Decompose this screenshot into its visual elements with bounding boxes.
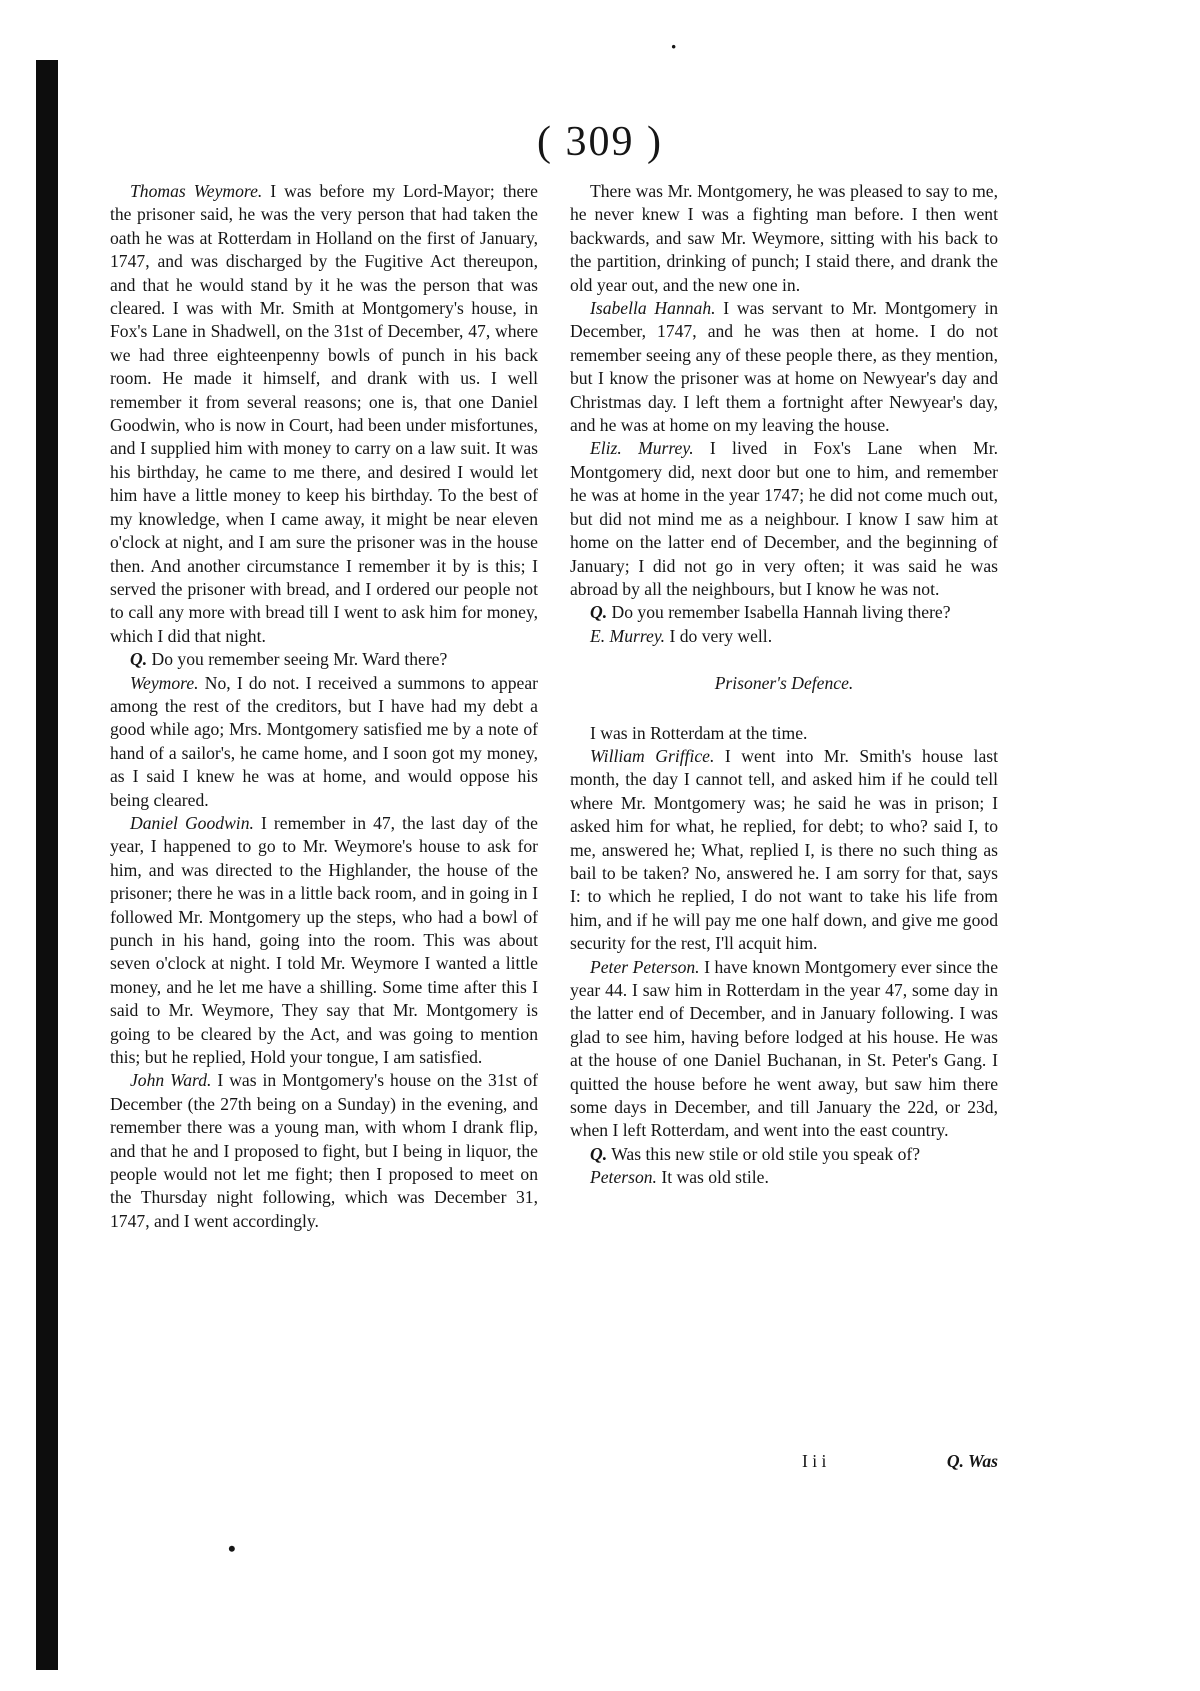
paragraph (110, 812, 538, 1069)
paragraph-text: Do you remember seeing Mr. Ward there? (147, 649, 448, 670)
paragraph-text: I was servant to Mr. Montgomery in December, 1747, and he was then at home. I do not remember seeing any of these people there, as they mention, but I know the prisoner was at home on Newyear's day and Christmas day. I left them a fortnight after Newyear's day, and he was at home on my leaving the house. (570, 298, 999, 436)
paragraph (570, 745, 998, 956)
paragraph (110, 648, 538, 671)
speaker-name: Daniel Goodwin. (130, 812, 254, 833)
speaker-name: E. Murrey. (590, 625, 666, 646)
defence-block (570, 722, 998, 1190)
paragraph (110, 672, 538, 812)
top-mark: · (670, 34, 678, 59)
page-footer (570, 1451, 998, 1477)
paragraph-text: It was old stile. (656, 1167, 769, 1188)
paragraph (570, 956, 998, 1143)
paragraph (570, 625, 998, 648)
left-column (110, 180, 538, 1233)
signature-mark: I i i (802, 1451, 827, 1471)
speaker-name: Weymore. (130, 672, 199, 693)
paragraph-text: I remember in 47, the last day of the year, I happened to go to Mr. Weymore's house to ask for him, and was directed to the Highlander, the house of the prisoner; there he was in a little back room, and in going in I followed Mr. Montgomery up the steps, who had a bowl of punch in his hand, going into the room. This was about seven o'clock at night. I told Mr. Weymore I wanted a little money, and he let me have a shilling. Some time after this I said to Mr. Weymore, They say that Mr. Montgomery is going to be cleared by the Act, and was going to mention this; but he replied, Hold your tongue, I am satisfied. (110, 812, 538, 1068)
paragraph (110, 180, 538, 648)
speaker-name: Isabella Hannah. (590, 298, 716, 319)
paragraph-text: I have known Montgomery ever since the year 44. I saw him in Rotterdam in the year 47, some day in the latter end of December, and in January following. I was glad to see him, having before lodged at his house. He was at the house of one Daniel Buchanan, in St. Peter's Gang. I quitted the house before he went away, but saw him there some days in December, and till January the 22d, or 23d, when I left Rotterdam, and went into the east country. (570, 956, 999, 1141)
paragraph (570, 722, 998, 745)
bottom-mark: • (228, 1536, 236, 1561)
binding-shadow (36, 60, 58, 1670)
paragraph (570, 601, 998, 624)
catchword: Q. Was (946, 1451, 998, 1471)
paragraph (570, 437, 998, 601)
paragraph-text: I lived in Fox's Lane when Mr. Montgomery did, next door but one to him, and remember he was at home in the year 1747; he did not come much out, but did not mind me as a neighbour. I know I saw him at home on the latter end of December, and the beginning of January; I did not go in very often; it was said he was abroad by all the neighbours, but I know he was not. (570, 438, 998, 599)
section-heading: Prisoner's Defence. (714, 673, 854, 694)
speaker-name: John Ward. (130, 1070, 212, 1091)
paragraph-text: I went into Mr. Smith's house last month, the day I cannot tell, and asked him if he could tell where Mr. Montgomery was; he said he was in prison; I asked him for what, he replied, for debt; to who? said I, to me, answered he; What, replied I, is there no such thing as bail to be taken? No, answered he. I am sorry for that, says I: to which he replied, I do not want to take his life from him, and if he will pay me one half down, and give me good security for the rest, I'll acquit him. (570, 745, 998, 954)
speaker-name: Q. (130, 649, 148, 670)
paragraph-text: No, I do not. I received a summons to appear among the rest of the creditors, but I have had my debt a good while ago; Mrs. Montgomery satisfied me by a note of hand of a sailor's, he came home, and I soon got my money, as I said I knew he was at home, and would oppose his being cleared. (110, 672, 538, 810)
speaker-name: Q. (590, 1143, 608, 1164)
speaker-name: William Griffice. (590, 745, 715, 766)
paragraph-text: I was before my Lord-Mayor; there the prisoner said, he was the very person that had taken the oath he was at Rotterdam in Holland on the first of January, 1747, and was discharged by the Fugitive Act thereupon, and that he would stand by it he was the person that was cleared. I was with Mr. Smith at Montgomery's house, in Fox's Lane in Shadwell, on the 31st of December, 47, where we had three eighteenpenny bowls of punch in his back room. He made it himself, and drank with us. I well remember it from several reasons; one is, that one Daniel Goodwin, who is now in Court, had been under misfortunes, and I supplied him with money to carry on a law suit. It was his birthday, he came to me there, and desired I would let him have a little money to keep his birthday. To the best of my knowledge, when I came away, it might be near eleven o'clock at night, and I am sure the prisoner was in the house then. And another circumstance I remember it by is this; I served the prisoner with bread, and I ordered our people not to call any more with bread till I went to ask him for money, which I did that night. (110, 181, 538, 646)
speaker-name: Peterson. (590, 1167, 657, 1188)
paragraph (570, 1143, 998, 1166)
paragraph-text: I was in Montgomery's house on the 31st of December (the 27th being on a Sunday) in the evening, and remember there was a young man, with whom I drank flip, and that he and I proposed to fight, but I being in liquor, the people would not let me fight; then I proposed to meet on the Thursday night following, which was December 31, 1747, and I went accordingly. (110, 1070, 539, 1231)
page-number: ( 309 ) (537, 119, 663, 165)
paragraph-text: I do very well. (665, 625, 773, 646)
paragraph (570, 297, 998, 437)
testimony-block (570, 180, 998, 648)
paragraph-text: Do you remember Isabella Hannah living there? (607, 602, 951, 623)
paragraph-text: I was in Rotterdam at the time. (590, 722, 808, 743)
paragraph-text: There was Mr. Montgomery, he was pleased to say to me, he never knew I was a fighting man before. I then went backwards, and saw Mr. Weymore, sitting with his back to the partition, drinking of punch; I staid there, and drank the old year out, and the new one in. (570, 181, 998, 295)
speaker-name: Thomas Weymore. (130, 181, 263, 201)
speaker-name: Q. (590, 602, 608, 623)
speaker-name: Eliz. Murrey. (590, 438, 694, 459)
paragraph (570, 180, 998, 297)
paragraph-text: Was this new stile or old stile you speak of? (607, 1143, 921, 1164)
right-column (570, 180, 998, 1190)
paragraph (110, 1069, 538, 1233)
paragraph (570, 1166, 998, 1189)
speaker-name: Peter Peterson. (590, 956, 700, 977)
